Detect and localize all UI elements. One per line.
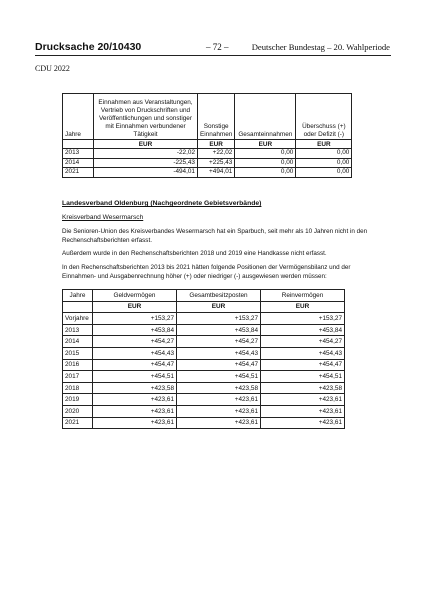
table-row <box>63 359 345 371</box>
table-row <box>63 405 345 417</box>
assets-table-header-row <box>63 290 345 302</box>
value-cell: +454,47 <box>177 359 261 371</box>
unit-cell: EUR <box>177 301 261 313</box>
year-cell: 2013 <box>63 324 93 336</box>
value-cell: +22,02 <box>198 149 235 159</box>
value-cell: +454,47 <box>261 359 345 371</box>
party-label: CDU 2022 <box>35 64 70 73</box>
income-table <box>62 93 352 178</box>
column-header: Sonstige Einnahmen <box>198 94 235 140</box>
year-cell: 2017 <box>63 371 93 383</box>
value-cell: 0,00 <box>235 168 296 178</box>
year-cell: 2019 <box>63 394 93 406</box>
column-header: Gesamteinnahmen <box>235 94 296 140</box>
value-cell: +454,51 <box>93 371 177 383</box>
table-row <box>63 417 345 429</box>
year-cell: 2018 <box>63 382 93 394</box>
income-table-unit-row <box>63 140 352 149</box>
value-cell: +453,84 <box>93 324 177 336</box>
column-header: Jahre <box>63 290 93 302</box>
unit-cell: EUR <box>235 140 296 149</box>
value-cell: 0,00 <box>235 158 296 168</box>
value-cell: +153,27 <box>261 313 345 325</box>
unit-cell: EUR <box>93 301 177 313</box>
value-cell: +454,43 <box>261 347 345 359</box>
value-cell: -494,01 <box>94 168 198 178</box>
value-cell: +423,61 <box>93 394 177 406</box>
value-cell: 0,00 <box>296 149 352 159</box>
paragraph: Die Senioren-Union des Kreisverbandes Wesermarsch hat ein Sparbuch, seit mehr als 10 Jahren nicht in den Rechenschaftsberichten erfasst. <box>62 228 368 244</box>
year-cell: 2021 <box>63 168 94 178</box>
year-cell: 2014 <box>63 336 93 348</box>
unit-cell: EUR <box>94 140 198 149</box>
value-cell: +454,27 <box>261 336 345 348</box>
value-cell: -22,02 <box>94 149 198 159</box>
table-row <box>63 158 352 168</box>
value-cell: -225,43 <box>94 158 198 168</box>
table-row <box>63 149 352 159</box>
unit-cell: EUR <box>261 301 345 313</box>
value-cell: +454,47 <box>93 359 177 371</box>
table-row <box>63 324 345 336</box>
column-header: Überschuss (+) oder Defizit (-) <box>296 94 352 140</box>
year-cell: 2021 <box>63 417 93 429</box>
paragraph: Außerdem wurde in den Rechenschaftsberichten 2018 und 2019 eine Handkasse nicht erfasst. <box>62 250 327 257</box>
document-reference: Drucksache 20/10430 <box>35 41 142 53</box>
value-cell: +225,43 <box>198 158 235 168</box>
value-cell: +423,61 <box>93 405 177 417</box>
year-cell: Vorjahre <box>63 313 93 325</box>
value-cell: +454,51 <box>261 371 345 383</box>
year-cell: 2015 <box>63 347 93 359</box>
value-cell: +423,61 <box>177 394 261 406</box>
value-cell: +454,27 <box>93 336 177 348</box>
table-row <box>63 382 345 394</box>
paragraph: In den Rechenschaftsberichten 2013 bis 2021 hätten folgende Positionen der Vermögensbilanz und der Einnahmen- und Ausgabenrechnung höher (+) oder niedriger (-) ausgewiesen werden müssen: <box>62 264 351 280</box>
section-title: Landesverband Oldenburg (Nachgeordnete Gebietsverbände) <box>62 200 262 207</box>
column-header: Reinvermögen <box>261 290 345 302</box>
value-cell: +454,43 <box>93 347 177 359</box>
value-cell: +453,84 <box>177 324 261 336</box>
column-header: Gesamtbesitzposten <box>177 290 261 302</box>
year-cell: 2014 <box>63 158 94 168</box>
value-cell: 0,00 <box>296 158 352 168</box>
table-row <box>63 347 345 359</box>
value-cell: 0,00 <box>296 168 352 178</box>
value-cell: +494,01 <box>198 168 235 178</box>
unit-cell <box>63 301 93 313</box>
value-cell: +423,61 <box>261 394 345 406</box>
value-cell: 0,00 <box>235 149 296 159</box>
table-row <box>63 168 352 178</box>
value-cell: +423,61 <box>177 405 261 417</box>
value-cell: +153,27 <box>93 313 177 325</box>
unit-cell: EUR <box>198 140 235 149</box>
year-cell: 2020 <box>63 405 93 417</box>
value-cell: +423,61 <box>93 417 177 429</box>
table-row <box>63 394 345 406</box>
header-divider <box>35 55 391 56</box>
table-row <box>63 371 345 383</box>
unit-cell: EUR <box>296 140 352 149</box>
value-cell: +454,43 <box>177 347 261 359</box>
value-cell: +153,27 <box>177 313 261 325</box>
value-cell: +423,58 <box>93 382 177 394</box>
institution-label: Deutscher Bundestag – 20. Wahlperiode <box>251 42 390 52</box>
column-header: Jahre <box>63 94 94 140</box>
section-subtitle: Kreisverband Wesermarsch <box>62 214 144 221</box>
assets-table <box>62 289 345 429</box>
assets-table-unit-row <box>63 301 345 313</box>
page-header <box>35 41 390 55</box>
year-cell: 2013 <box>63 149 94 159</box>
value-cell: +454,51 <box>177 371 261 383</box>
column-header: Geldvermögen <box>93 290 177 302</box>
table-row <box>63 313 345 325</box>
column-header: Einnahmen aus Veranstaltungen, Vertrieb von Druckschriften und Veröffentlichungen und sonstiger mit Einnahmen verbundener Tätigkeit <box>94 94 198 140</box>
value-cell: +423,58 <box>261 382 345 394</box>
income-table-header-row <box>63 94 352 140</box>
value-cell: +423,61 <box>261 405 345 417</box>
value-cell: +423,61 <box>261 417 345 429</box>
value-cell: +423,58 <box>177 382 261 394</box>
year-cell: 2016 <box>63 359 93 371</box>
page-number: – 72 – <box>206 42 229 52</box>
value-cell: +454,27 <box>177 336 261 348</box>
unit-cell <box>63 140 94 149</box>
value-cell: +453,84 <box>261 324 345 336</box>
value-cell: +423,61 <box>177 417 261 429</box>
table-row <box>63 336 345 348</box>
